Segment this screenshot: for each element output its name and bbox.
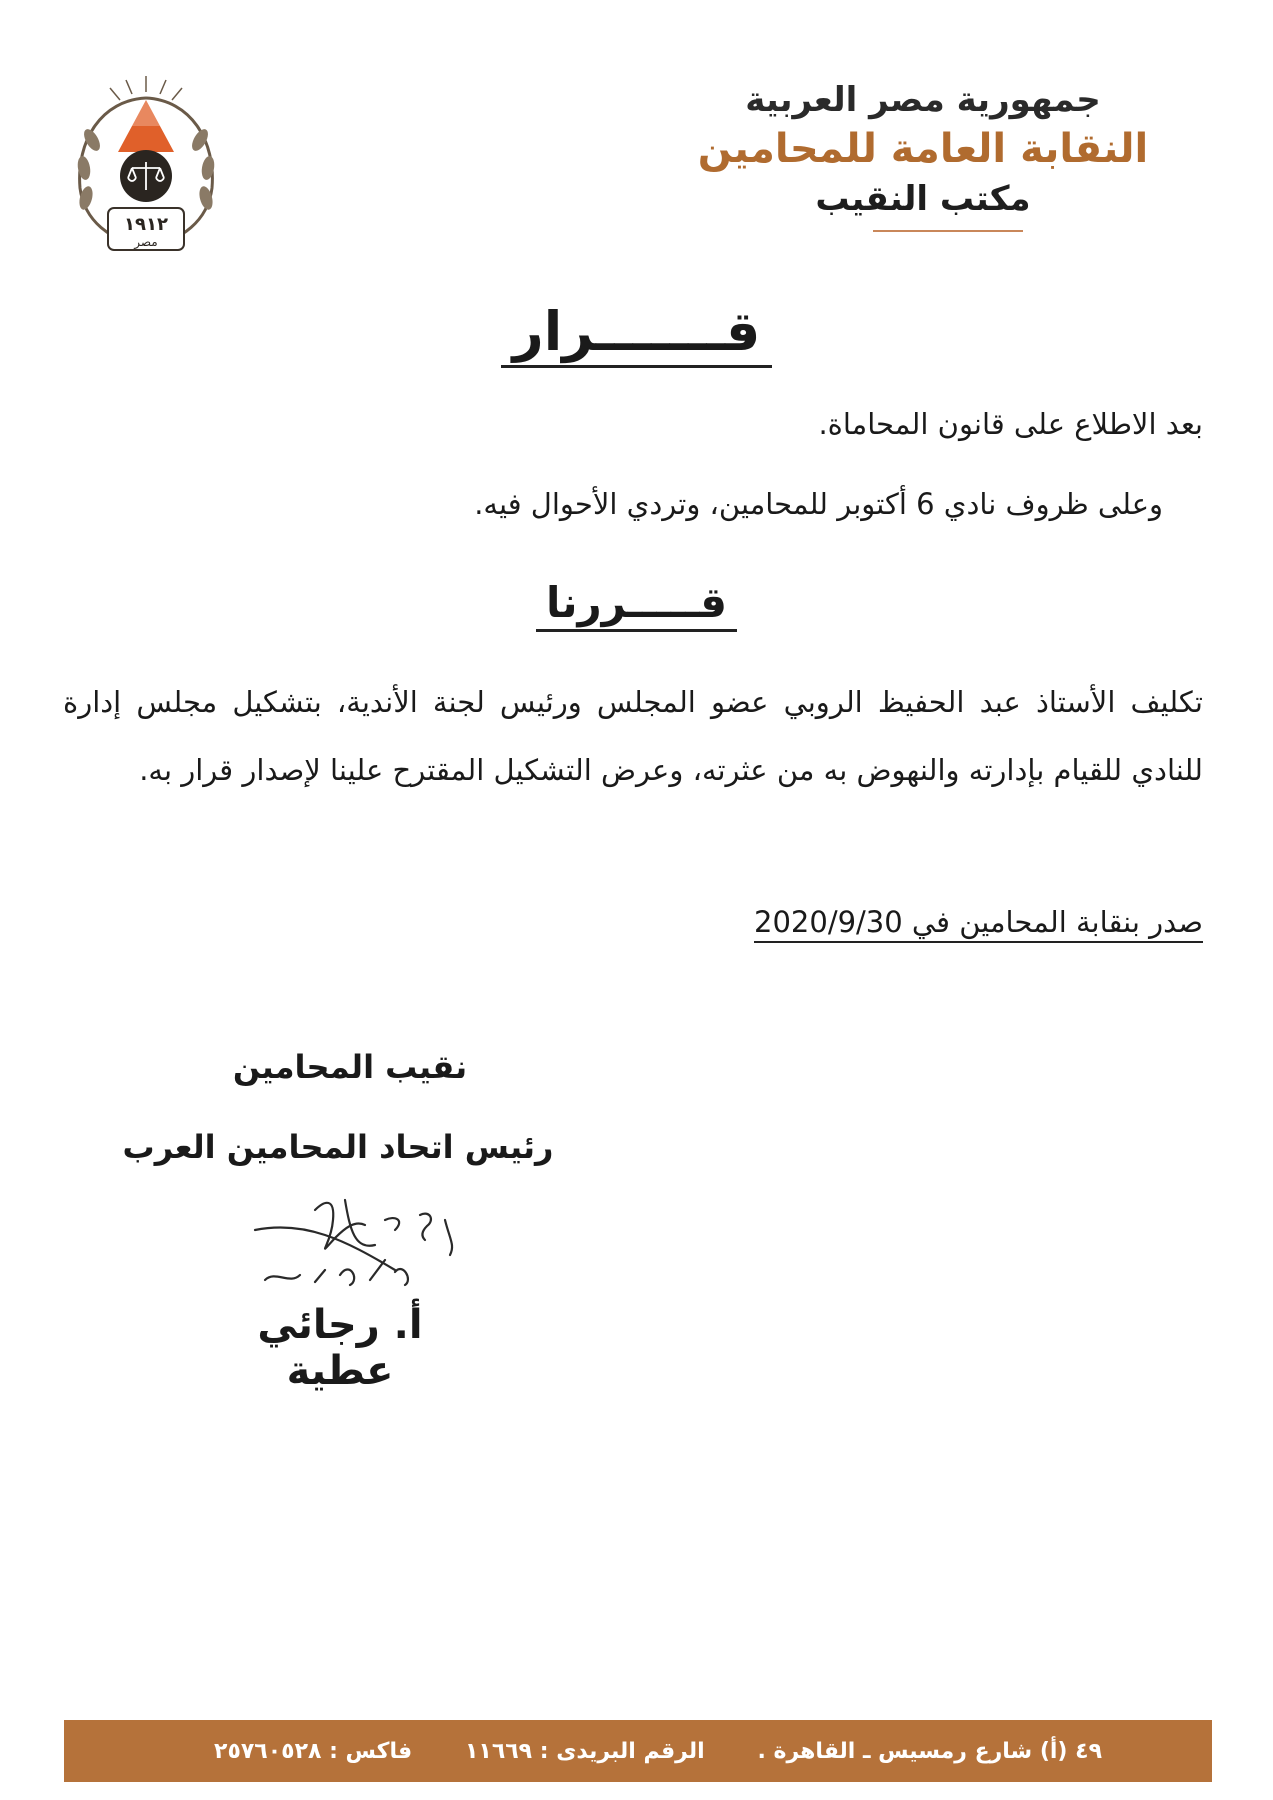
issued-line: صدر بنقابة المحامين في 2020/9/30 (754, 905, 1203, 939)
preamble-2: وعلى ظروف نادي 6 أكتوبر للمحامين، وتردي الأحوال فيه. (474, 487, 1163, 521)
decision-text: تكليف الأستاذ عبد الحفيظ الروبي عضو المجلس ورئيس لجنة الأندية، بتشكيل مجلس إدارة للنادي للقيام بإدارته والنهوض به من عثرته، وعرض التشكيل المقترح علينا لإصدار قرار به. (63, 685, 1203, 787)
footer-fax: فاكس : ٢٥٧٦٠٥٢٨ (214, 1738, 413, 1764)
letterhead-rule (873, 230, 1023, 232)
letterhead-office: مكتب النقيب (815, 179, 1031, 219)
footer-postal-code: الرقم البريدى : ١١٦٦٩ (464, 1738, 705, 1764)
resolution-heading: قـــــررنا (0, 578, 1273, 627)
letterhead (663, 78, 1183, 222)
bar-association-seal-icon (62, 70, 230, 270)
signature-role-2: رئيس اتحاد المحامين العرب (122, 1128, 554, 1166)
signatory-name: أ. رجائي عطية (257, 1302, 423, 1394)
logo-year: ١٩١٢ (124, 214, 168, 235)
letterhead-organization: النقابة العامة للمحامين (697, 126, 1149, 172)
footer-bar (64, 1720, 1212, 1782)
letterhead-country: جمهورية مصر العربية (745, 80, 1101, 120)
logo-country: مصر (134, 235, 158, 249)
handwritten-signature (245, 1190, 485, 1300)
footer-address: ٤٩ (أ) شارع رمسيس ـ القاهرة . (757, 1738, 1102, 1764)
signature-role-1: نقيب المحامين (232, 1048, 468, 1086)
preamble-1: بعد الاطلاع على قانون المحاماة. (818, 407, 1203, 441)
decision-title: قـــــــرار (0, 300, 1273, 363)
